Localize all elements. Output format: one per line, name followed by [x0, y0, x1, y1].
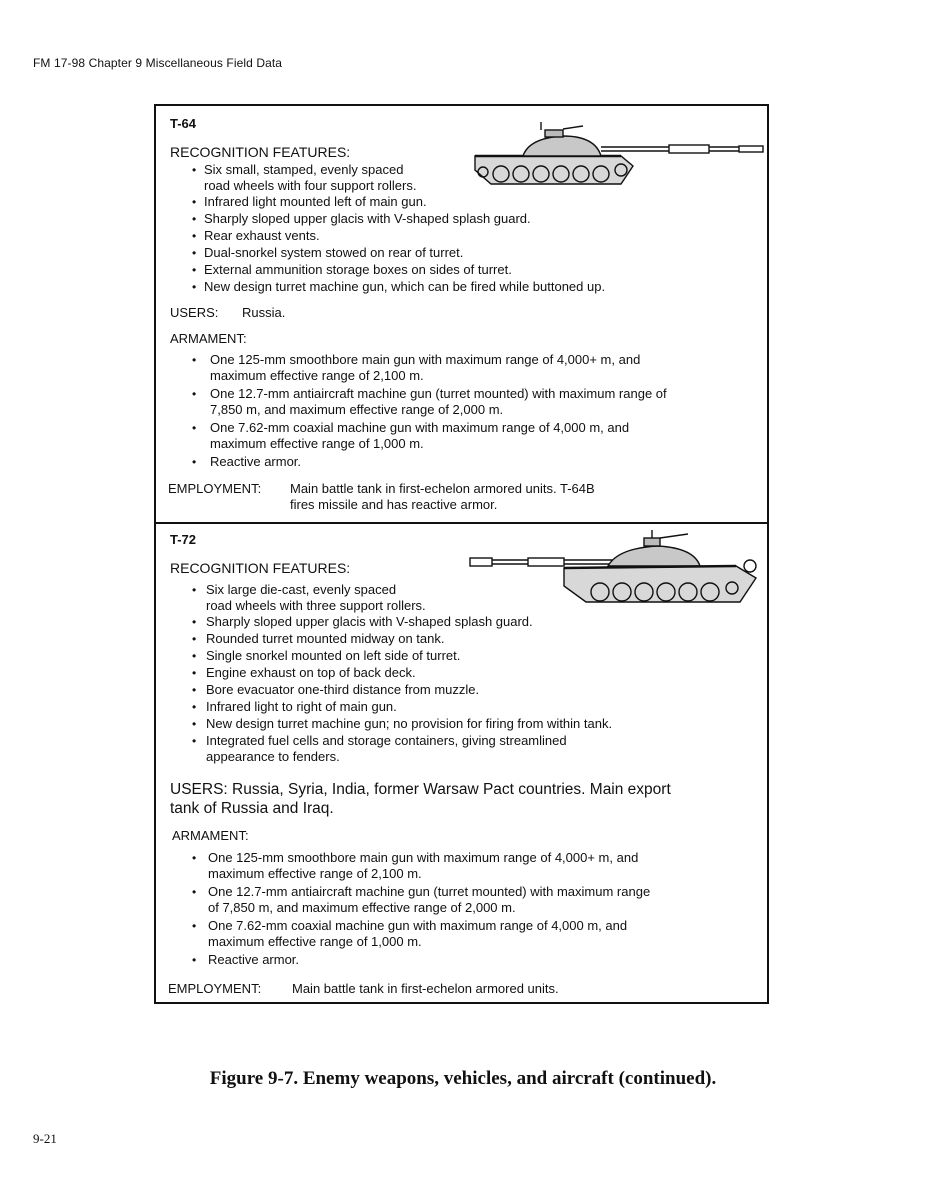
t72-feature: New design turret machine gun; no provision for firing from within tank. — [206, 716, 613, 731]
t64-armament-item: One 7.62-mm coaxial machine gun with maximum range of 4,000 m, and — [210, 420, 630, 435]
t72-feature-bullet: • — [192, 666, 197, 680]
t64-feature: External ammunition storage boxes on sides of turret. — [204, 262, 512, 277]
t72-employment-value: Main battle tank in first-echelon armored units. — [292, 981, 559, 996]
t64-armament-item: Reactive armor. — [210, 454, 302, 469]
t64-feature-bullet: • — [192, 229, 197, 243]
t72-feature-bullet: • — [192, 700, 197, 714]
t72-armament-bullet: • — [192, 953, 197, 967]
page-number: 9-21 — [33, 1131, 57, 1146]
t64-feature-bullet: • — [192, 163, 197, 177]
t72-feature: Bore evacuator one-third distance from muzzle. — [206, 682, 480, 697]
t64-armament-item: maximum effective range of 1,000 m. — [210, 436, 424, 451]
t64-employment-line1: Main battle tank in first-echelon armored units. T-64B — [290, 481, 595, 496]
t72-feature: Engine exhaust on top of back deck. — [206, 665, 416, 680]
t72-armament-heading: ARMAMENT: — [172, 828, 249, 843]
t72-feature-bullet: • — [192, 583, 197, 597]
t72-panel — [156, 524, 767, 1004]
t64-title: T-64 — [170, 116, 197, 131]
t72-feature: Six large die-cast, evenly spaced — [206, 582, 397, 597]
t64-feature: Six small, stamped, evenly spaced — [204, 162, 404, 177]
t72-feature-bullet: • — [192, 632, 197, 646]
t72-users-line1: USERS: Russia, Syria, India, former Warsaw Pact countries. Main export — [170, 781, 671, 798]
t72-armament-item: One 12.7-mm antiaircraft machine gun (turret mounted) with maximum range — [208, 884, 651, 899]
t64-feature: New design turret machine gun, which can be fired while buttoned up. — [204, 279, 606, 294]
t64-feature: Rear exhaust vents. — [204, 228, 320, 243]
t64-feature-bullet: • — [192, 195, 197, 209]
t64-feature: Dual-snorkel system stowed on rear of turret. — [204, 245, 464, 260]
t72-armament-item: maximum effective range of 2,100 m. — [208, 866, 422, 881]
t72-armament-item: One 125-mm smoothbore main gun with maximum range of 4,000+ m, and — [208, 850, 639, 865]
t64-armament-heading: ARMAMENT: — [170, 331, 247, 346]
t72-feature-bullet: • — [192, 717, 197, 731]
t64-armament-item: One 12.7-mm antiaircraft machine gun (turret mounted) with maximum range of — [210, 386, 667, 401]
t72-feature-bullet: • — [192, 649, 197, 663]
t72-armament-item: of 7,850 m, and maximum effective range of 2,000 m. — [208, 900, 516, 915]
t72-armament-bullet: • — [192, 851, 197, 865]
t72-feature-bullet: • — [192, 683, 197, 697]
t64-armament-bullet: • — [192, 353, 197, 367]
t64-feature: Sharply sloped upper glacis with V-shaped splash guard. — [204, 211, 531, 226]
t64-armament-item: maximum effective range of 2,100 m. — [210, 368, 424, 383]
t72-armament-item: maximum effective range of 1,000 m. — [208, 934, 422, 949]
t72-feature: road wheels with three support rollers. — [206, 598, 426, 613]
t64-users-value: Russia. — [242, 305, 286, 320]
t64-feature-bullet: • — [192, 280, 197, 294]
t72-armament-item: Reactive armor. — [208, 952, 300, 967]
t64-feature-bullet: • — [192, 263, 197, 277]
t72-feature: Rounded turret mounted midway on tank. — [206, 631, 445, 646]
t64-recognition-heading: RECOGNITION FEATURES: — [170, 144, 351, 160]
t72-tank-illustration — [468, 526, 768, 612]
figure-frame — [154, 104, 769, 1004]
t72-armament-item: One 7.62-mm coaxial machine gun with maximum range of 4,000 m, and — [208, 918, 628, 933]
t64-armament-bullet: • — [192, 455, 197, 469]
t72-armament-bullet: • — [192, 885, 197, 899]
t72-title: T-72 — [170, 532, 197, 547]
t72-feature-bullet: • — [192, 734, 197, 748]
t72-armament-bullet: • — [192, 919, 197, 933]
t72-employment-label: EMPLOYMENT: — [168, 981, 262, 996]
t72-feature: Sharply sloped upper glacis with V-shaped splash guard. — [206, 614, 533, 629]
t72-feature-bullet: • — [192, 615, 197, 629]
t64-armament-bullet: • — [192, 421, 197, 435]
t64-armament-bullet: • — [192, 387, 197, 401]
t64-employment-label: EMPLOYMENT: — [168, 481, 262, 496]
t64-feature-bullet: • — [192, 212, 197, 226]
t72-recognition-heading: RECOGNITION FEATURES: — [170, 560, 351, 576]
t64-feature: road wheels with four support rollers. — [204, 178, 417, 193]
t64-feature-bullet: • — [192, 246, 197, 260]
t72-users-line2: tank of Russia and Iraq. — [170, 800, 334, 817]
t72-feature: Integrated fuel cells and storage containers, giving streamlined — [206, 733, 567, 748]
t64-tank-illustration — [471, 120, 767, 200]
t64-armament-item: One 125-mm smoothbore main gun with maximum range of 4,000+ m, and — [210, 352, 641, 367]
figure-caption: Figure 9-7. Enemy weapons, vehicles, and aircraft (continued). — [209, 1068, 717, 1089]
t72-feature: appearance to fenders. — [206, 749, 340, 764]
t64-feature: Infrared light mounted left of main gun. — [204, 194, 427, 209]
t64-users-label: USERS: — [170, 305, 219, 320]
t64-panel — [156, 106, 767, 522]
t64-employment-line2: fires missile and has reactive armor. — [290, 497, 498, 512]
t72-feature: Single snorkel mounted on left side of turret. — [206, 648, 461, 663]
running-header: FM 17-98 Chapter 9 Miscellaneous Field Data — [33, 56, 283, 70]
t64-armament-item: 7,850 m, and maximum effective range of 2,000 m. — [210, 402, 504, 417]
t72-feature: Infrared light to right of main gun. — [206, 699, 397, 714]
